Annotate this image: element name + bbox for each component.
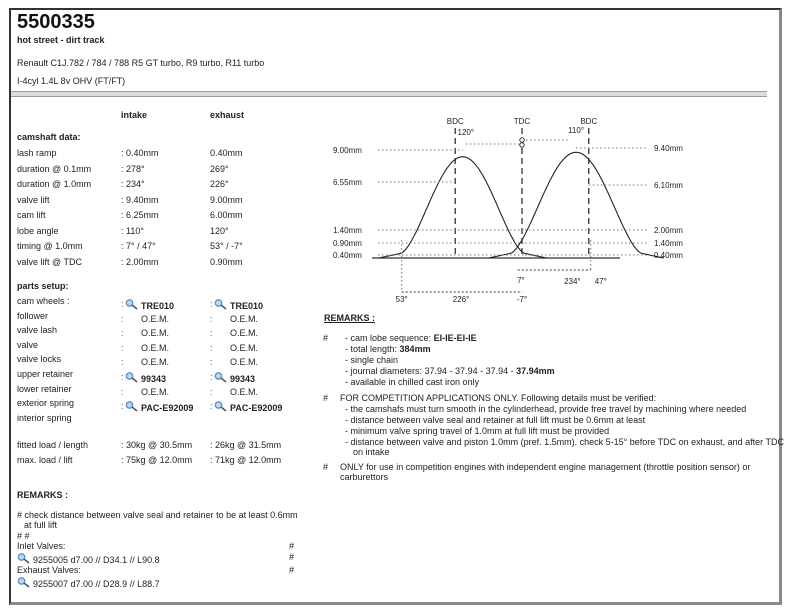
valve-lift-diagram	[320, 110, 700, 310]
colon: :	[210, 401, 213, 412]
left-remark-2: # #	[17, 531, 30, 541]
intake-duration-label: 234°	[564, 277, 581, 286]
competition-title: FOR COMPETITION APPLICATIONS ONLY. Following details must be verified:	[340, 393, 657, 403]
inlet-valve-value: 9255005 d7.00 // D34.1 // L90.8	[33, 555, 160, 565]
part-label: lower retainer	[17, 383, 72, 394]
left-lift-label: 0.90mm	[333, 239, 362, 248]
camshaft-exhaust-cell: 9.00mm	[210, 194, 243, 205]
intake-open-label: 7°	[517, 276, 525, 285]
part-number-link-text: PAC-E92009	[141, 403, 194, 414]
only-competition-line2: carburettors	[340, 472, 389, 482]
engine-application: Renault C1J.782 / 784 / 788 R5 GT turbo, R9 turbo, R11 turbo	[17, 58, 265, 68]
right-lift-label: 2.00mm	[654, 226, 683, 235]
competition-item-4: - distance between valve and piston 1.0mm (pref. 1.5mm). check 5-15° before TDC on exhaust, and after TDC	[345, 437, 784, 447]
part-link-exhaust[interactable]	[214, 299, 263, 311]
part-number: 5500335	[17, 11, 95, 33]
part-value-intake: O.E.M.	[141, 357, 170, 368]
colon: :	[210, 386, 213, 397]
camshaft-exhaust-cell: 120°	[210, 225, 229, 236]
left-lift-label: 6.55mm	[333, 178, 362, 187]
camshaft-label-cell: timing @ 1.0mm	[17, 241, 83, 251]
camshaft-intake-cell: : 234°	[121, 179, 145, 189]
colon: :	[121, 372, 124, 382]
remark-lobe-sequence	[345, 333, 477, 343]
left-lift-label: 1.40mm	[333, 226, 362, 235]
competition-item-3: - minimum valve spring travel of 1.0mm at full lift must be provided	[345, 426, 610, 436]
hash-mark: #	[323, 333, 329, 343]
part-link-intake[interactable]	[125, 299, 174, 311]
left-remark-1b: at full lift	[24, 520, 58, 530]
colon: :	[210, 299, 213, 309]
part-label: follower	[17, 310, 49, 321]
exhaust-valve-value: 9255007 d7.00 // D28.9 // L88.7	[33, 579, 160, 589]
part-number-link-text: 99343	[141, 374, 167, 384]
camshaft-exhaust-cell: 53° / -7°	[210, 241, 243, 251]
camshaft-intake-cell: : 6.25mm	[121, 210, 159, 220]
camshaft-label-cell: valve lift	[17, 194, 50, 205]
part-label: exterior spring	[17, 398, 75, 409]
tdc-marker	[520, 138, 524, 142]
remark-total-length	[345, 344, 431, 354]
right-lift-label: 6.10mm	[654, 181, 683, 190]
col-intake: intake	[121, 110, 148, 120]
part-link-exhaust[interactable]	[214, 372, 255, 384]
camshaft-exhaust-cell: 269°	[210, 163, 229, 174]
competition-item-1: - the camshafs must turn smooth in the cylinderhead, provide free travel by machining where needed	[345, 404, 747, 414]
left-lift-label: 9.00mm	[333, 146, 362, 155]
remark-single-chain: - single chain	[345, 355, 399, 365]
intake-close-label: 47°	[594, 277, 607, 286]
camshaft-exhaust-cell: 0.90mm	[210, 256, 243, 267]
right-lift-label: 1.40mm	[654, 239, 683, 248]
camshaft-exhaust-cell: 6.00mm	[210, 210, 243, 220]
camshaft-intake-cell: : 7° / 47°	[121, 241, 156, 251]
colon: :	[121, 313, 124, 324]
load-intake-cell: : 75kg @ 12.0mm	[121, 455, 193, 465]
part-value-intake: O.E.M.	[141, 313, 170, 324]
exhaust-valves-label: Exhaust Valves:	[17, 565, 81, 575]
load-label-cell: max. load / lift	[17, 455, 73, 465]
camshaft-label-cell: duration @ 1.0mm	[17, 179, 92, 189]
marker-label: BDC	[580, 117, 598, 126]
tdc-marker	[520, 143, 524, 147]
load-intake-cell: : 30kg @ 30.5mm	[121, 440, 193, 450]
camshaft-label-cell: valve lift @ TDC	[17, 256, 82, 267]
inlet-valve-link[interactable]	[17, 553, 160, 565]
exhaust-close-label: -7°	[516, 295, 528, 304]
hash-mark: #	[289, 552, 295, 562]
magnifier-icon	[214, 372, 228, 383]
colon: :	[210, 342, 213, 353]
left-lift-label: 0.40mm	[333, 251, 362, 260]
camshaft-intake-cell: : 0.40mm	[121, 148, 159, 158]
part-label: upper retainer	[17, 369, 74, 379]
colon: :	[121, 357, 124, 368]
left-remarks-title: REMARKS :	[17, 490, 68, 500]
hash-mark: #	[289, 565, 295, 575]
part-number-link-text: PAC-E92009	[230, 403, 283, 414]
part-value-intake: O.E.M.	[141, 328, 170, 339]
magnifier-icon	[214, 401, 228, 412]
colon: :	[121, 401, 124, 412]
exhaust-duration-label: 226°	[452, 295, 470, 304]
exhaust-open-label: 53°	[395, 295, 408, 304]
camshaft-intake-cell: : 278°	[121, 163, 145, 174]
part-value-exhaust: O.E.M.	[230, 313, 259, 324]
camshaft-intake-cell: : 9.40mm	[121, 194, 159, 205]
remark-journal-diameters	[345, 366, 555, 376]
colon: :	[210, 357, 213, 368]
header-divider	[11, 91, 767, 97]
hash-mark: #	[323, 393, 329, 403]
camshaft-exhaust-cell: 0.40mm	[210, 148, 243, 158]
remark-text: - cam lobe sequence:	[345, 333, 434, 343]
intake-lobe-angle-label: 110°	[568, 126, 585, 135]
part-link-intake[interactable]	[125, 401, 193, 413]
part-label: interior spring	[17, 412, 72, 423]
right-lift-label: 9.40mm	[654, 144, 683, 153]
part-value-intake: O.E.M.	[141, 342, 170, 353]
magnifier-icon	[125, 401, 139, 412]
engine-type: I-4cyl 1.4L 8v OHV (FT/FT)	[17, 76, 126, 86]
subtitle: hot street - dirt track	[17, 35, 105, 45]
exhaust-valve-link[interactable]	[17, 577, 160, 589]
camshaft-label-cell: duration @ 0.1mm	[17, 163, 92, 174]
hash-mark: #	[323, 462, 329, 472]
journal-diameter-value: 37.94mm	[516, 366, 555, 376]
part-label: valve	[17, 339, 39, 350]
part-label: cam wheels :	[17, 296, 70, 306]
right-lift-label: 0.40mm	[654, 251, 683, 260]
part-label: valve lash	[17, 325, 58, 336]
part-number-link-text: TRE010	[141, 301, 175, 311]
colon: :	[121, 342, 124, 353]
load-label-cell: fitted load / length	[17, 440, 89, 450]
camshaft-label-cell: cam lift	[17, 210, 46, 220]
part-label: valve locks	[17, 354, 62, 365]
lobe-sequence-value: EI-IE-EI-IE	[433, 333, 477, 343]
marker-label: TDC	[513, 117, 531, 126]
magnifier-icon	[214, 299, 228, 310]
camshaft-exhaust-cell: 226°	[210, 179, 229, 189]
part-value-exhaust: O.E.M.	[230, 386, 259, 397]
magnifier-icon	[17, 577, 31, 588]
camshaft-label-cell: lash ramp	[17, 148, 57, 158]
competition-item-2: - distance between valve seal and retainer at full lift must be 0.6mm at least	[345, 415, 646, 425]
marker-label: BDC	[446, 117, 464, 126]
only-competition-line1: ONLY for use in competition engines with independent engine management (throttle position sensor) or	[340, 462, 751, 472]
colon: :	[121, 328, 124, 339]
right-remarks-title: REMARKS :	[324, 313, 375, 323]
camshaft-intake-cell: : 110°	[121, 225, 144, 236]
load-exhaust-cell: : 71kg @ 12.0mm	[210, 455, 282, 465]
total-length-value: 384mm	[399, 344, 431, 354]
colon: :	[121, 299, 124, 309]
magnifier-icon	[125, 299, 139, 310]
exhaust-lobe-angle-label: 120°	[457, 128, 475, 137]
part-value-intake: O.E.M.	[141, 386, 170, 397]
part-value-exhaust: O.E.M.	[230, 357, 259, 368]
remark-chilled-cast-iron: - available in chilled cast iron only	[345, 377, 480, 387]
remark-text: - journal diameters: 37.94 - 37.94 - 37.94 -	[345, 366, 517, 376]
left-remark-1: # check distance between valve seal and retainer to be at least 0.6mm	[17, 510, 298, 520]
colon: :	[210, 313, 213, 324]
col-exhaust: exhaust	[210, 110, 245, 120]
part-link-exhaust[interactable]	[214, 401, 282, 413]
magnifier-icon	[125, 372, 139, 383]
remark-text: - total length:	[345, 344, 400, 354]
colon: :	[210, 328, 213, 339]
part-value-exhaust: O.E.M.	[230, 328, 259, 339]
camshaft-data-title: camshaft data:	[17, 132, 81, 142]
part-value-exhaust: O.E.M.	[230, 342, 259, 353]
part-link-intake[interactable]	[125, 372, 166, 384]
colon: :	[121, 386, 124, 397]
colon: :	[210, 372, 213, 382]
magnifier-icon	[17, 553, 31, 564]
hash-mark: #	[289, 541, 295, 551]
parts-setup-title: parts setup:	[17, 281, 69, 291]
part-number-link-text: TRE010	[230, 301, 264, 311]
inlet-valves-label: Inlet Valves:	[17, 541, 66, 551]
load-exhaust-cell: : 26kg @ 31.5mm	[210, 440, 282, 450]
part-number-link-text: 99343	[230, 374, 256, 384]
camshaft-label-cell: lobe angle	[17, 225, 59, 236]
camshaft-intake-cell: : 2.00mm	[121, 256, 159, 267]
competition-item-4b: on intake	[353, 447, 390, 457]
